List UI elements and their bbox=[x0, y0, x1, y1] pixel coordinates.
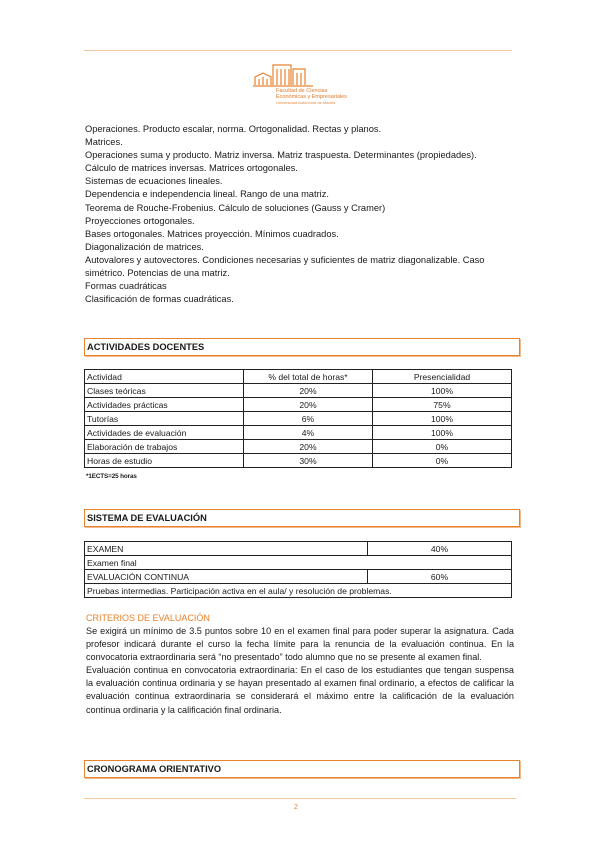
syllabus-item: Sistemas de ecuaciones lineales. bbox=[85, 176, 223, 187]
syllabus-item: Diagonalización de matrices. bbox=[85, 241, 204, 252]
table-cell: 30% bbox=[244, 454, 373, 468]
evaluacion-table bbox=[84, 541, 512, 598]
table-cell: 6% bbox=[244, 412, 373, 426]
logo-line-3: Universidad Autónoma de Madrid bbox=[276, 100, 336, 105]
syllabus-item: Bases ortogonales. Matrices proyección. Mínimos cuadrados. bbox=[85, 228, 339, 239]
logo-line-1: Facultad de Ciencias bbox=[276, 88, 328, 94]
table-cell: Tutorías bbox=[85, 412, 244, 426]
table-cell: Elaboración de trabajos bbox=[85, 440, 244, 454]
section-title-actividades: ACTIVIDADES DOCENTES bbox=[84, 338, 520, 356]
table-header-row bbox=[85, 370, 512, 384]
table-cell: Actividades prácticas bbox=[85, 398, 244, 412]
criterios-text bbox=[86, 625, 514, 717]
syllabus-item: Proyecciones ortogonales. bbox=[85, 215, 195, 226]
table-row bbox=[85, 440, 512, 454]
syllabus-item: Operaciones. Producto escalar, norma. Ortogonalidad. Rectas y planos. bbox=[85, 124, 382, 134]
syllabus-item: Matrices. bbox=[85, 137, 123, 148]
table-cell: Examen final bbox=[85, 556, 512, 570]
table-row bbox=[85, 584, 512, 598]
table-cell: 0% bbox=[373, 440, 512, 454]
table-footnote: *1ECTS=25 horas bbox=[86, 473, 137, 480]
table-cell: 4% bbox=[244, 426, 373, 440]
table-cell: 100% bbox=[373, 426, 512, 440]
syllabus-item: Autovalores y autovectores. Condiciones necesarias y suficientes de matriz diagonalizable. Caso simétrico. Potencias de una matriz. bbox=[85, 254, 485, 279]
table-row bbox=[85, 426, 512, 440]
table-cell: Horas de estudio bbox=[85, 454, 244, 468]
syllabus-item: Operaciones suma y producto. Matriz inversa. Matriz traspuesta. Determinantes (propiedades). bbox=[85, 150, 477, 161]
header-rule bbox=[84, 50, 512, 51]
table-cell: 20% bbox=[244, 398, 373, 412]
syllabus-item: Formas cuadráticas bbox=[85, 281, 167, 292]
table-row bbox=[85, 412, 512, 426]
table-cell: 100% bbox=[373, 412, 512, 426]
logo-line-2: Económicas y Empresariales bbox=[276, 94, 347, 100]
table-header-cell: Presencialidad bbox=[373, 370, 512, 384]
table-row bbox=[85, 454, 512, 468]
syllabus-item: Cálculo de matrices inversas. Matrices ortogonales. bbox=[85, 163, 298, 174]
table-header-cell: Actividad bbox=[85, 370, 244, 384]
table-cell: EXAMEN bbox=[85, 542, 368, 556]
table-cell: EVALUACIÓN CONTINUA bbox=[85, 570, 368, 584]
page-number: 2 bbox=[294, 804, 298, 811]
criterios-title: CRITERIOS DE EVALUACIÓN bbox=[86, 613, 210, 623]
table-cell: Clases teóricas bbox=[85, 384, 244, 398]
syllabus-item: Teorema de Rouche-Frobenius. Cálculo de soluciones (Gauss y Cramer) bbox=[85, 202, 386, 213]
table-cell: 100% bbox=[373, 384, 512, 398]
footer-rule bbox=[84, 798, 516, 799]
table-row bbox=[85, 570, 512, 584]
section-title-evaluacion: SISTEMA DE EVALUACIÓN bbox=[84, 509, 520, 527]
syllabus-item: Dependencia e independencia lineal. Rango de una matriz. bbox=[85, 189, 329, 200]
table-cell: 75% bbox=[373, 398, 512, 412]
table-header-cell: % del total de horas* bbox=[244, 370, 373, 384]
table-cell: Pruebas intermedias. Participación activa en el aula/ y resolución de problemas. bbox=[85, 584, 512, 598]
table-cell: Actividades de evaluación bbox=[85, 426, 244, 440]
criterios-paragraph: Evaluación continua en convocatoria extraordinaria: En el caso de los estudiantes que tengan suspensa la evaluación continua ordinaria y se hayan presentado al examen final ordinario, a efectos de calificar la evaluación continua extraordinaria se considerará el máximo entre la calificación de la evaluación continua ordinaria y la calificación final ordinaria. bbox=[86, 665, 514, 715]
table-cell: 40% bbox=[368, 542, 512, 556]
table-cell: 20% bbox=[244, 440, 373, 454]
table-cell: 60% bbox=[368, 570, 512, 584]
actividades-table bbox=[84, 369, 512, 468]
table-cell: 20% bbox=[244, 384, 373, 398]
table-row bbox=[85, 398, 512, 412]
table-cell: 0% bbox=[373, 454, 512, 468]
syllabus-item: Clasificación de formas cuadráticas. bbox=[85, 294, 234, 305]
criterios-paragraph: Se exigirá un mínimo de 3.5 puntos sobre 10 en el examen final para poder superar la asignatura. Cada profesor indicará durante el curso la fecha límite para la renuncia de la evaluación continua. En la convocatoria extraordinaria será “no presentado” todo alumno que no se presente al examen final. bbox=[86, 626, 514, 663]
logo-caption bbox=[276, 88, 347, 106]
syllabus-list bbox=[85, 123, 517, 306]
table-row bbox=[85, 556, 512, 570]
table-row bbox=[85, 542, 512, 556]
table-row bbox=[85, 384, 512, 398]
section-title-cronograma: CRONOGRAMA ORIENTATIVO bbox=[84, 760, 520, 778]
